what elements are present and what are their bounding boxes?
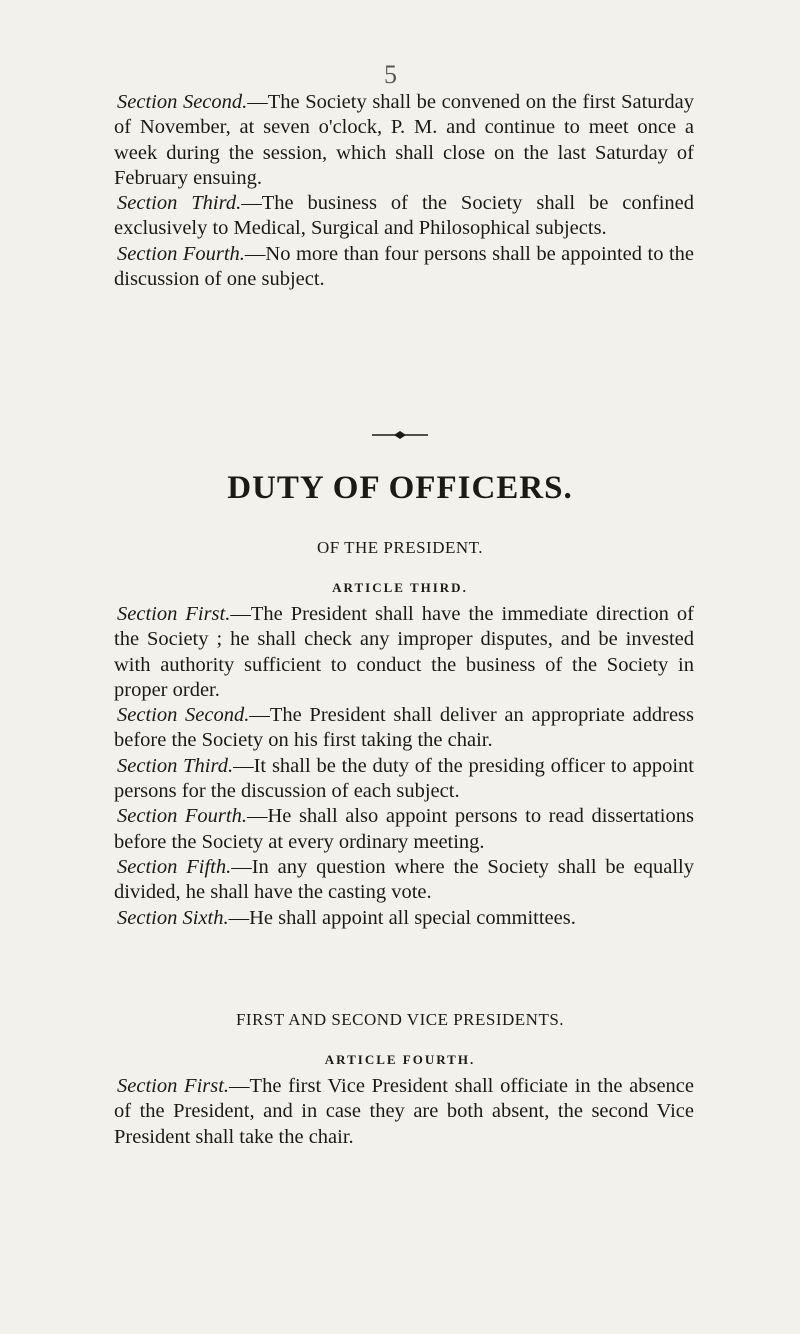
section-label: Section Fifth. xyxy=(117,855,232,878)
section-paragraph xyxy=(114,754,694,805)
section-text: —In any question where the Society shall be equally divided, he shall have the casting vote. xyxy=(114,855,694,904)
top-sections xyxy=(114,90,694,292)
section-paragraph xyxy=(114,804,694,855)
vice-presidents-heading: FIRST AND SECOND VICE PRESIDENTS. xyxy=(235,1010,565,1029)
section-paragraph xyxy=(114,1074,694,1150)
section-label: Section Fourth. xyxy=(117,242,245,265)
section-paragraph xyxy=(114,602,694,703)
section-label: Section Sixth. xyxy=(117,906,229,929)
section-paragraph xyxy=(114,90,694,191)
section-text: —He shall also appoint persons to read dissertations before the Society at every ordinary meeting. xyxy=(114,805,694,853)
section-text: —It shall be the duty of the presiding officer to appoint persons for the discussion of each subject. xyxy=(114,754,695,803)
section-label: Section Fourth. xyxy=(117,805,247,828)
page-number: 5 xyxy=(384,60,397,89)
president-heading: OF THE PRESIDENT. xyxy=(316,538,484,557)
article-third-heading: ARTICLE THIRD. xyxy=(332,580,468,595)
section-text: —The business of the Society shall be confined exclusively to Medical, Surgical and Philosophical subjects. xyxy=(114,192,695,240)
article-fourth-heading: ARTICLE FOURTH. xyxy=(324,1052,476,1067)
section-text: —He shall appoint all special committees. xyxy=(228,906,576,929)
section-text: —The Society shall be convened on the first Saturday of November, at seven o'clock, P. M. and continue to meet once a week during the session, which shall close on the last Saturday of February ensuing. xyxy=(114,91,694,189)
section-paragraph xyxy=(114,855,694,906)
section-paragraph xyxy=(114,191,694,242)
section-label: Section First. xyxy=(117,603,231,625)
section-label: Section Third. xyxy=(117,754,234,777)
main-heading: DUTY OF OFFICERS. xyxy=(227,470,573,506)
section-text: —No more than four persons shall be appointed to the discussion of one subject. xyxy=(114,242,694,291)
president-sections xyxy=(114,602,694,931)
section-text: —The President shall have the immediate direction of the Society ; he shall check any improper disputes, and be invested with authority sufficient to conduct the business of the Society in proper order. xyxy=(114,603,694,701)
section-paragraph xyxy=(114,906,694,931)
section-label: Section Second. xyxy=(117,91,248,113)
ornament-divider-icon xyxy=(372,430,428,440)
section-label: Section Second. xyxy=(117,704,250,727)
section-label: Section First. xyxy=(117,1075,230,1097)
section-text: —The first Vice President shall officiate in the absence of the President, and in case they are both absent, the second Vice President shall take the chair. xyxy=(114,1075,694,1148)
section-paragraph xyxy=(114,242,694,293)
section-label: Section Third. xyxy=(117,192,242,215)
section-text: —The President shall deliver an appropriate address before the Society on his first taking the chair. xyxy=(114,704,694,752)
section-paragraph xyxy=(114,703,694,754)
vice-president-sections xyxy=(114,1074,694,1150)
